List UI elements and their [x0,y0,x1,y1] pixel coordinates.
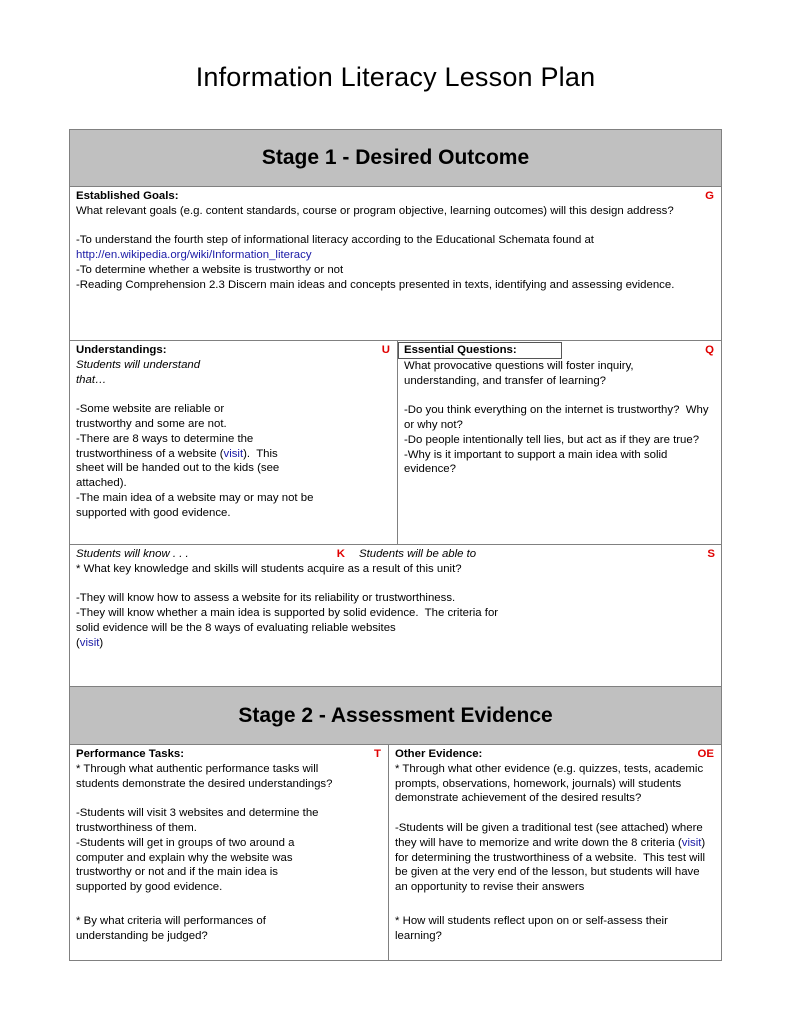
other-evidence-prompt: * Through what other evidence (e.g. quizzes, tests, academic prompts, observations, homework, journals) will students demonstrate achievement of the desired results? [395,762,707,805]
understandings-item-1: -Some website are reliable or trustworthy and some are not. [76,403,228,430]
lesson-plan-table [69,129,722,961]
performance-item-2: -Students will get in groups of two around a computer and explain why the website was trustworthy or not and if the main idea is supported by good evidence. [76,836,298,894]
other-evidence-marker: OE [697,748,714,760]
goals-marker: G [705,190,714,202]
questions-marker: Q [705,344,714,356]
knowledge-skills-cell [69,545,722,687]
other-evidence-item-1: -Students will be given a traditional test (see attached) where they will have to memorize and write down the 8 criteria (visit) for determining the trustworthiness of a website. This test will be given at the very end of the lesson, but students will have an opportunity to revise their answers [395,821,709,894]
understandings-questions-row [69,341,722,545]
know-prompt: * What key knowledge and skills will students acquire as a result of this unit? [76,562,462,575]
goals-heading: Established Goals: [76,190,179,202]
know-heading: Students will know . . . [76,548,189,560]
performance-prompt: * Through what authentic performance tasks will students demonstrate the desired understandings? [76,762,333,790]
know-item-1: -They will know how to assess a website for its reliability or trustworthiness. [76,592,456,605]
visit-link[interactable]: visit [79,636,100,649]
goals-item-3: -Reading Comprehension 2.3 Discern main ideas and concepts presented in texts, identifying and assessing evidence. [76,278,675,291]
understandings-cell [69,341,398,545]
questions-item-2: -Do people intentionally tell lies, but act as if they are true? [404,433,700,446]
understandings-item-3: -The main idea of a website may or may not be supported with good evidence. [76,491,317,519]
questions-item-3: -Why is it important to support a main idea with solid evidence? [404,448,671,476]
evidence-row [69,745,722,961]
performance-criteria: * By what criteria will performances of understanding be judged? [76,914,270,942]
questions-heading: Essential Questions: [398,342,562,359]
know-item-2-link: (visit) [76,636,104,649]
performance-tasks-cell [69,745,389,961]
questions-prompt: What provocative questions will foster inquiry, understanding, and transfer of learning? [404,359,637,387]
know-item-2: -They will know whether a main idea is supported by solid evidence. The criteria for solid evidence will be the 8 ways of evaluating reliable websites [76,607,502,634]
goals-item-2: -To determine whether a website is trustworthy or not [76,263,344,276]
other-evidence-cell [389,745,722,961]
stage-2-header: Stage 2 - Assessment Evidence [69,687,722,745]
other-evidence-heading: Other Evidence: [395,748,483,760]
established-goals-cell [69,187,722,341]
understandings-prompt: Students will understand that… [76,358,204,386]
able-marker: S [707,548,715,560]
goals-item-1: -To understand the fourth step of informational literacy according to the Educational Schemata found at [76,234,594,247]
essential-questions-cell [398,341,722,545]
other-evidence-reflect: * How will students reflect upon on or self-assess their learning? [395,914,672,942]
stage-1-header: Stage 1 - Desired Outcome [69,129,722,187]
able-heading: Students will be able to [359,548,477,560]
understandings-marker: U [381,344,390,356]
wikipedia-link[interactable]: http://en.wikipedia.org/wiki/Information_literacy [76,249,312,262]
questions-item-1: -Do you think everything on the internet is trustworthy? Why or why not? [404,404,712,431]
performance-item-1: -Students will visit 3 websites and determine the trustworthiness of them. [76,807,322,834]
know-marker: K [336,548,345,560]
understandings-item-2: -There are 8 ways to determine the trustworthiness of a website (visit). This sheet will be handed out to the kids (see attached). [76,432,283,490]
visit-link[interactable]: visit [681,836,702,849]
understandings-heading: Understandings: [76,344,167,356]
document-title: Information Literacy Lesson Plan [195,62,596,92]
performance-marker: T [374,748,381,760]
performance-heading: Performance Tasks: [76,748,185,760]
visit-link[interactable]: visit [223,447,244,460]
goals-prompt: What relevant goals (e.g. content standards, course or program objective, learning outcomes) will this design address? [76,204,674,217]
